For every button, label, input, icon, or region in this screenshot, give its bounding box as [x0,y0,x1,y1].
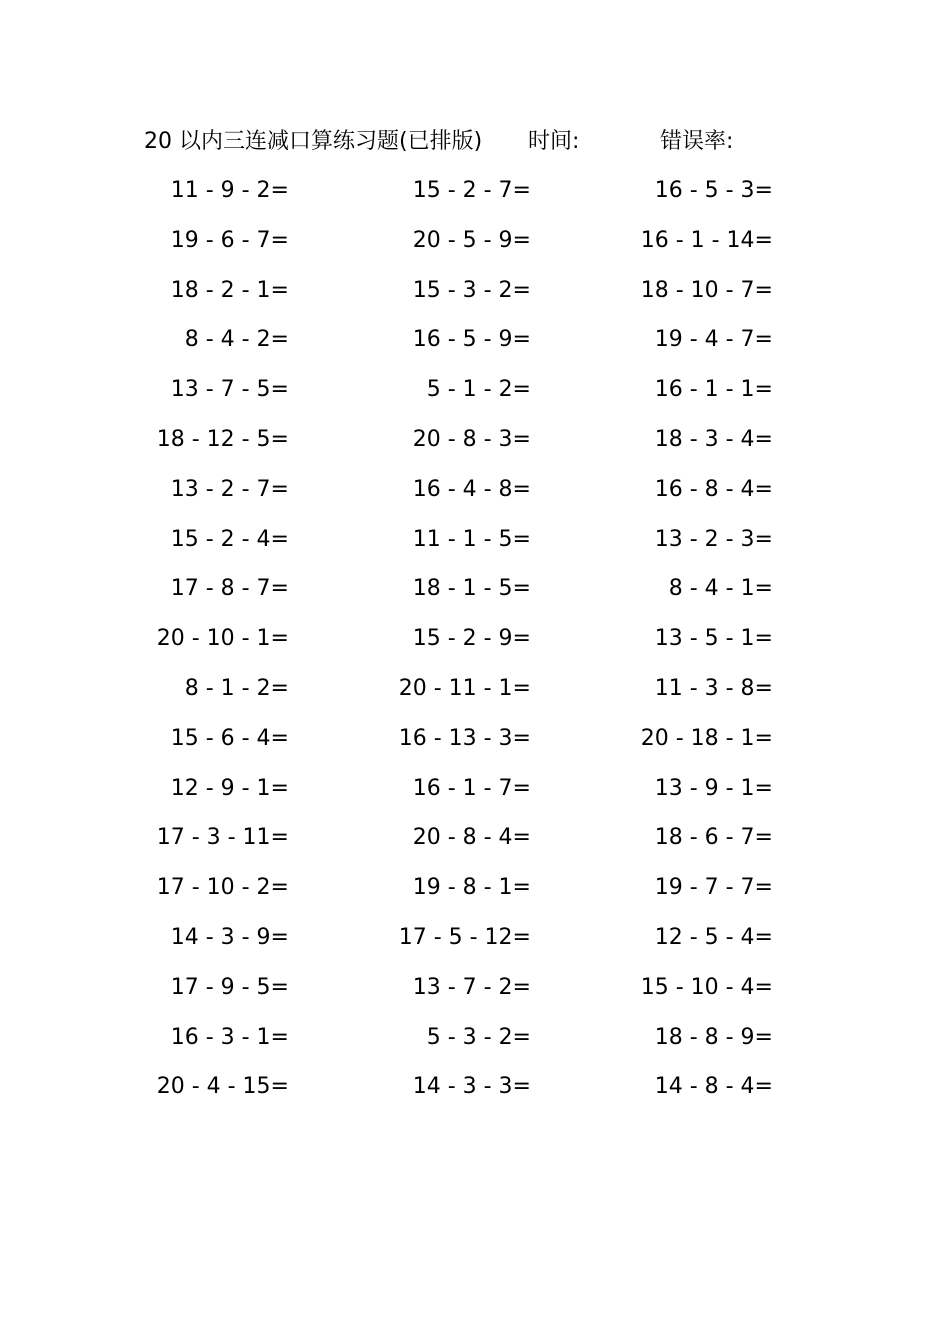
subtraction-problem: 15 - 6 - 4= [170,725,289,751]
problem-row [0,423,950,473]
error-rate-label: 错误率: [660,129,734,154]
subtraction-problem: 16 - 13 - 3= [398,725,531,751]
subtraction-problem: 17 - 9 - 5= [170,974,289,1000]
subtraction-problem: 13 - 2 - 3= [654,526,773,552]
problem-row [0,722,950,772]
subtraction-problem: 8 - 1 - 2= [184,675,289,701]
subtraction-problem: 5 - 1 - 2= [426,377,531,403]
subtraction-problem: 20 - 4 - 15= [156,1074,289,1100]
subtraction-problem: 11 - 3 - 8= [654,675,773,701]
problem-row [0,174,950,224]
subtraction-problem: 16 - 5 - 3= [654,178,773,203]
subtraction-problem: 17 - 3 - 11= [156,825,289,851]
subtraction-problem: 11 - 9 - 2= [170,178,289,203]
page-title: 20 以内三连减口算练习题(已排版) [144,129,483,154]
problem-row [0,274,950,324]
subtraction-problem: 13 - 5 - 1= [654,626,773,652]
problem-row [0,672,950,722]
problem-row [0,572,950,622]
subtraction-problem: 20 - 8 - 4= [412,825,531,851]
subtraction-problem: 19 - 8 - 1= [412,875,531,901]
subtraction-problem: 16 - 1 - 14= [640,227,773,253]
problem-row [0,821,950,871]
subtraction-problem: 20 - 5 - 9= [412,227,531,253]
subtraction-problem: 18 - 3 - 4= [654,426,773,452]
subtraction-problem: 20 - 11 - 1= [398,675,531,701]
subtraction-problem: 19 - 7 - 7= [654,875,773,901]
subtraction-problem: 14 - 8 - 4= [654,1074,773,1100]
problem-row [0,871,950,921]
subtraction-problem: 18 - 10 - 7= [640,277,773,303]
problem-row [0,373,950,423]
subtraction-problem: 18 - 1 - 5= [412,576,531,602]
problem-row [0,1021,950,1071]
problem-row [0,622,950,672]
subtraction-problem: 14 - 3 - 9= [170,924,289,950]
subtraction-problem: 18 - 8 - 9= [654,1024,773,1050]
problem-row [0,323,950,373]
time-label: 时间: [528,129,580,154]
subtraction-problem: 16 - 5 - 9= [412,327,531,353]
problem-row [0,523,950,573]
problem-row [0,971,950,1021]
subtraction-problem: 16 - 3 - 1= [170,1024,289,1050]
subtraction-problem: 13 - 9 - 1= [654,775,773,801]
problem-row [0,772,950,822]
subtraction-problem: 17 - 5 - 12= [398,924,531,950]
subtraction-problem: 17 - 10 - 2= [156,875,289,901]
subtraction-problem: 8 - 4 - 2= [184,327,289,353]
subtraction-problem: 16 - 1 - 1= [654,377,773,403]
subtraction-problem: 19 - 6 - 7= [170,227,289,253]
subtraction-problem: 13 - 7 - 5= [170,377,289,403]
subtraction-problem: 15 - 2 - 4= [170,526,289,552]
subtraction-problem: 18 - 2 - 1= [170,277,289,303]
problem-row [0,224,950,274]
subtraction-problem: 18 - 12 - 5= [156,426,289,452]
subtraction-problem: 8 - 4 - 1= [668,576,773,602]
subtraction-problem: 5 - 3 - 2= [426,1024,531,1050]
subtraction-problem: 15 - 2 - 7= [412,178,531,203]
subtraction-problem: 15 - 10 - 4= [640,974,773,1000]
subtraction-problem: 13 - 2 - 7= [170,476,289,502]
problem-row [0,473,950,523]
subtraction-problem: 14 - 3 - 3= [412,1074,531,1100]
subtraction-problem: 15 - 3 - 2= [412,277,531,303]
subtraction-problem: 12 - 5 - 4= [654,924,773,950]
subtraction-problem: 19 - 4 - 7= [654,327,773,353]
subtraction-problem: 17 - 8 - 7= [170,576,289,602]
subtraction-problem: 18 - 6 - 7= [654,825,773,851]
subtraction-problem: 16 - 1 - 7= [412,775,531,801]
subtraction-problem: 20 - 10 - 1= [156,626,289,652]
subtraction-problem: 16 - 4 - 8= [412,476,531,502]
subtraction-problem: 11 - 1 - 5= [412,526,531,552]
subtraction-problem: 12 - 9 - 1= [170,775,289,801]
subtraction-problem: 20 - 18 - 1= [640,725,773,751]
problem-row [0,1070,950,1120]
subtraction-problem: 15 - 2 - 9= [412,626,531,652]
problem-row [0,921,950,971]
subtraction-problem: 20 - 8 - 3= [412,426,531,452]
subtraction-problem: 16 - 8 - 4= [654,476,773,502]
subtraction-problem: 13 - 7 - 2= [412,974,531,1000]
problem-grid [0,174,950,1120]
